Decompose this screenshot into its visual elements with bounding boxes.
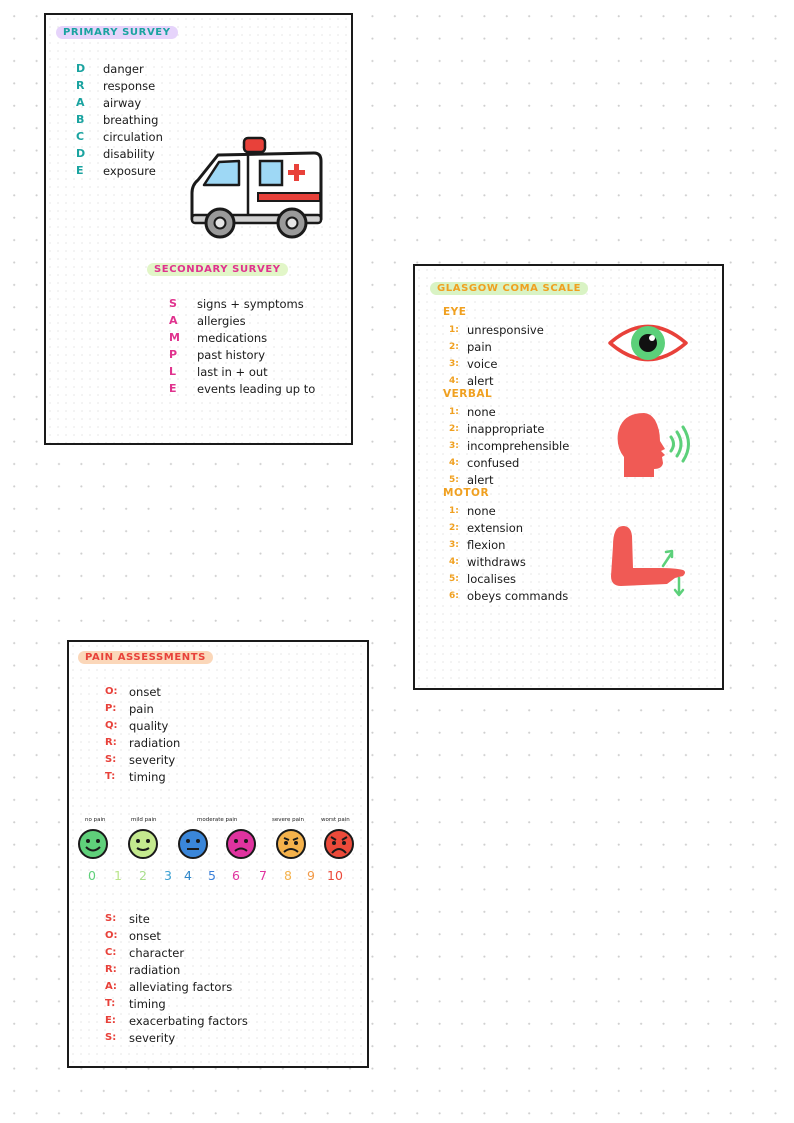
secondary-survey-list [169,295,315,397]
pain-scale-number: 9 [307,868,315,883]
pain-scale-number: 2 [139,868,147,883]
pain-scale-number: 5 [208,868,216,883]
list-item: M medications [169,330,268,345]
pain-scale-number: 7 [259,868,267,883]
primary-survey-title: PRIMARY SURVEY [56,26,178,39]
pain-scale-number: 10 [327,868,343,883]
list-item: D danger [76,61,144,76]
pain-scale-number: 1 [114,868,122,883]
list-item: 5: localises [449,571,517,586]
list-item: R response [76,78,156,93]
pain-face-moderate-severe-icon [227,830,255,858]
list-item: B breathing [76,112,159,127]
pain-face-worst-icon [325,830,353,858]
secondary-survey-title: SECONDARY SURVEY [147,263,288,276]
list-item: A allergies [169,313,246,328]
list-item: 4: withdraws [449,554,526,569]
list-item: S: severity [105,1030,176,1045]
pain-face-severe-icon [277,830,305,858]
speaking-head-icon [610,411,696,479]
gcs-verbal-list [449,403,569,488]
list-item: S: severity [105,752,176,767]
gcs-verbal-label: VERBAL [443,388,493,400]
socrates-list [105,910,248,1046]
pain-scale-number: 0 [88,868,96,883]
list-item: S: site [105,911,150,926]
list-item: O: onset [105,928,161,943]
list-item: E: exacerbating factors [105,1013,248,1028]
list-item: T: timing [105,996,166,1011]
ambulance-icon [188,135,324,245]
list-item: 1: none [449,404,496,419]
pain-scale-label: severe pain [272,817,305,823]
list-item: T: timing [105,769,166,784]
list-item: C: character [105,945,185,960]
list-item: O: onset [105,684,161,699]
pain-scale-label: moderate pain [197,817,238,823]
pain-face-moderate-icon [179,830,207,858]
glasgow-coma-scale-card [413,264,724,690]
list-item: Q: quality [105,718,169,733]
list-item: 1: none [449,503,496,518]
pain-scale-number: 8 [284,868,292,883]
list-item: 6: obeys commands [449,588,569,603]
list-item: L last in + out [169,364,268,379]
pain-scale-number: 6 [232,868,240,883]
list-item: 2: inappropriate [449,421,545,436]
list-item: E events leading up to [169,381,316,396]
list-item: S signs + symptoms [169,296,304,311]
list-item: 2: pain [449,339,492,354]
pain-scale-label: no pain [85,817,106,823]
opqrst-list [105,683,180,785]
list-item: 5: alert [449,472,494,487]
pain-title: PAIN ASSESSMENTS [78,651,213,664]
list-item: R: radiation [105,735,181,750]
eye-icon [607,318,689,368]
list-item: C circulation [76,129,163,144]
pain-assessments-card [67,640,369,1068]
gcs-eye-list [449,321,544,389]
gcs-eye-label: EYE [443,306,467,318]
pain-scale-label: worst pain [321,817,350,823]
list-item: 3: flexion [449,537,506,552]
list-item: P: pain [105,701,154,716]
list-item: D disability [76,146,155,161]
list-item: A: alleviating factors [105,979,233,994]
pain-scale-number: 3 [164,868,172,883]
pain-faces [77,827,357,863]
gcs-motor-label: MOTOR [443,487,490,499]
primary-survey-card [44,13,353,445]
pain-face-no-pain-icon [79,830,107,858]
list-item: A airway [76,95,142,110]
arm-movement-icon [605,524,700,606]
pain-scale-number: 4 [184,868,192,883]
pain-scale-label: mild pain [131,817,157,823]
primary-survey-list [76,60,163,179]
list-item: 3: voice [449,356,498,371]
list-item: E exposure [76,163,156,178]
list-item: R: radiation [105,962,181,977]
list-item: 2: extension [449,520,524,535]
pain-face-mild-icon [129,830,157,858]
gcs-motor-list [449,502,568,604]
list-item: 1: unresponsive [449,322,544,337]
list-item: 4: confused [449,455,520,470]
list-item: 3: incomprehensible [449,438,570,453]
list-item: 4: alert [449,373,494,388]
list-item: P past history [169,347,266,362]
gcs-title: GLASGOW COMA SCALE [430,282,588,295]
